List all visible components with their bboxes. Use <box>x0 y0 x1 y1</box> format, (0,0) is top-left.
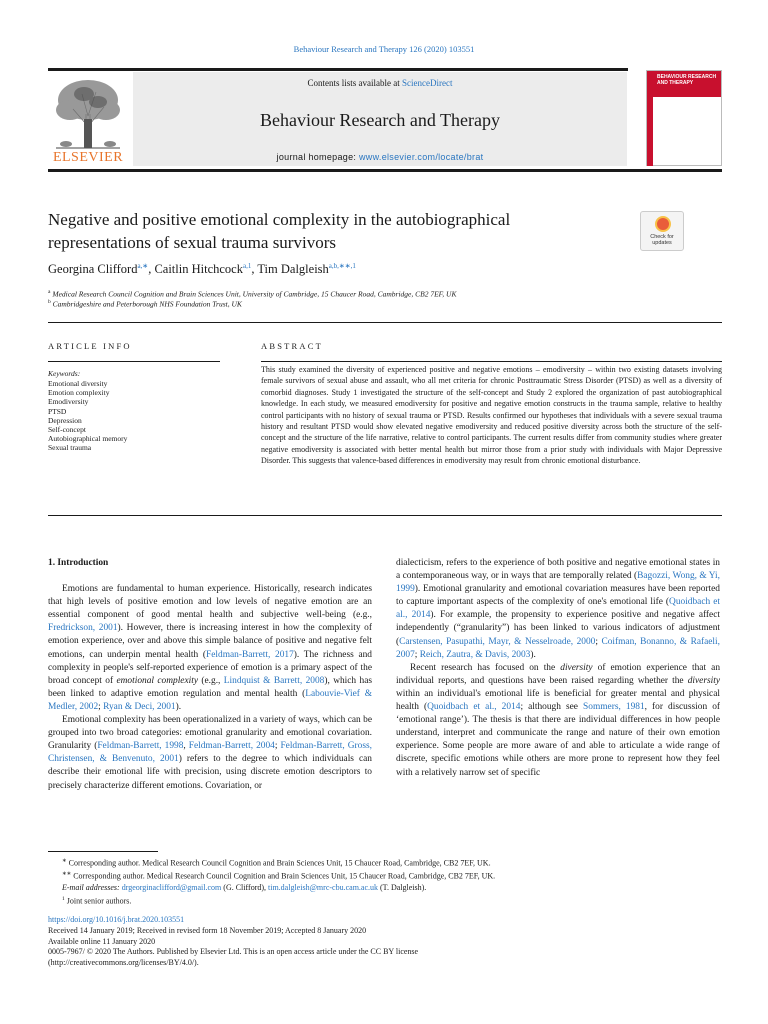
email-link-clifford[interactable]: drgeorginaclifford@gmail.com <box>121 882 222 892</box>
keyword-item: PTSD <box>48 406 67 416</box>
keywords-label: Keywords: <box>48 369 81 378</box>
italic-term: diversity <box>560 662 593 673</box>
journal-title[interactable]: Behaviour Research and Therapy <box>259 110 501 130</box>
italic-term: emotional complexity <box>116 675 198 686</box>
abstract-heading: ABSTRACT <box>261 341 323 351</box>
affiliation-text: Cambridgeshire and Peterborough NHS Foundation Trust, UK <box>52 299 242 309</box>
keywords-list <box>48 379 127 453</box>
doi-link[interactable]: https://doi.org/10.1016/j.brat.2020.103551 <box>48 915 185 924</box>
citation-link[interactable]: Feldman-Barrett, 2017 <box>206 649 294 660</box>
introduction-heading: 1. Introduction <box>48 558 109 568</box>
citation-link[interactable]: Quoidbach et al., 2014 <box>396 597 720 621</box>
license-url[interactable]: (http://creativecommons.org/licenses/BY/4.0/). <box>48 958 199 968</box>
footnote-marker: ∗∗ <box>62 871 72 878</box>
footnote-text: Corresponding author. Medical Research Council Cognition and Brain Sciences Unit, 15 Chaucer Road, Cambridge, CB2 7EF, UK. <box>71 872 496 882</box>
masthead-bottom-rule <box>48 169 722 172</box>
journal-masthead <box>48 68 722 172</box>
citation-link[interactable]: Bagozzi, Wong, & Yi, 1999 <box>396 571 720 595</box>
journal-header-box <box>133 72 627 166</box>
citation-link[interactable]: Sommers, 1981 <box>583 702 645 713</box>
author-name[interactable]: Georgina Clifford <box>48 262 138 277</box>
footnote-emails <box>48 883 722 894</box>
author-name[interactable]: Caitlin Hitchcock <box>154 262 243 277</box>
body-paragraph: dialecticism, refers to the experience of both positive and negative emotional states in a contemporaneous way, or in ways that are temporally related (Bagozzi, Wong, & Yi, 1999). Emotional granularity and emotional covariation measures have been reported to capture important aspects of the complexity of one's emotional life (Quoidbach et al., 2014). For example, the propensity to experience positive and negative affect independently (“granularity”) has been linked to various indicators of adjustment (Carstensen, Pasupathi, Mayr, & Nesselroade, 2000; Coifman, Bonanno, & Rafaeli, 2007; Reich, Zautra, & Davis, 2003). <box>396 558 720 660</box>
keyword-item: Depression <box>48 415 82 425</box>
citation-link[interactable]: Fredrickson, 2001 <box>48 623 118 634</box>
elsevier-wordmark: ELSEVIER <box>52 150 124 165</box>
affiliation-key: a <box>48 289 51 295</box>
author-affiliation-marker[interactable]: a,b,∗∗,1 <box>328 262 356 270</box>
contents-line <box>133 78 627 88</box>
keyword-item: Self-concept <box>48 425 86 435</box>
body-column-left <box>48 557 372 793</box>
contents-prefix: Contents lists available at <box>307 78 402 88</box>
citation-link[interactable]: Feldman-Barrett, Gross, Christensen, & Benvenuto, 2001 <box>48 741 372 765</box>
author-affiliation-marker[interactable]: a,∗ <box>137 262 149 270</box>
body-paragraph: Recent research has focused on the diversity of emotion experience that an individual reports, and questions have been raised regarding whether the diversity within an individual's emotional life is beneficial for greater mental and physical health (Quoidbach et al., 2014; although see Sommers, 1981, for discussion of ‘emotional range’). The thesis is that there are individual differences in how people understand, interpret and communicate the range and nature of their own emotion experience. Some people are more aware of and able to articulate a wide range of discrete, specific emotions while others are more prone to represent how they feel with a relatively narrow set of specific <box>396 662 721 778</box>
publication-info <box>48 915 722 969</box>
author-affiliation-marker[interactable]: a,1 <box>242 262 252 270</box>
article-title: Negative and positive emotional complexity in the autobiographical representations of sexual trauma survivors <box>48 210 511 252</box>
citation-link[interactable]: Labouvie-Vief & Medler, 2002 <box>48 688 372 712</box>
footnote-corresponding-2 <box>48 869 722 882</box>
abstract-rule <box>261 361 722 362</box>
citation-link[interactable]: Reich, Zautra, & Davis, 2003 <box>419 649 531 660</box>
check-for-updates-button[interactable] <box>640 211 684 251</box>
italic-term: diversity <box>687 675 720 686</box>
affiliation-a <box>48 289 456 299</box>
online-date: Available online 11 January 2020 <box>48 936 156 946</box>
keyword-item: Sexual trauma <box>48 443 92 453</box>
affiliation-key: b <box>48 299 51 305</box>
cover-title: BEHAVIOUR RESEARCH AND THERAPY <box>657 74 717 86</box>
received-dates: Received 14 January 2019; Received in revised form 18 November 2019; Accepted 8 January 2020 <box>48 925 367 935</box>
footnote-text: Corresponding author. Medical Research Council Cognition and Brain Sciences Unit, 15 Chaucer Road, Cambridge, CB2 7EF, UK. <box>66 858 491 868</box>
abstract-text: This study examined the diversity of experienced positive and negative emotions – emodiversity – within two existing datasets involving female survivors of sexual abuse and assault, who all met criteria for chronic Posttraumatic Stress Disorder (PTSD) as well as a diversity of comorbid diagnoses. Study 1 investigated the structure of the self-concept and Study 2 explored the organization of past autobiographical knowledge. In each study, we measured emodiversity for positive and negative emotion constructs in the trauma sample, relative to healthy control participants with no history of sexual trauma or PTSD. Results confirmed our hypotheses that individuals with a severe sexual trauma history and resultant PTSD would show elevated negative emodiversity and reduced positive diversity across both the structure of the self-concept and the structure of the life narrative, relative to control participants. The current results differ from community studies where greater negative emodiversity is associated with better mental health but mirror those from a prior study with individuals with Major Depressive Disorder. This suggests that valence-based differences in emodiversity may result from chronic emotional disturbance. <box>261 365 722 466</box>
email-owner: (G. Clifford), <box>221 882 269 892</box>
citation-link[interactable]: Lindquist & Barrett, 2008 <box>223 675 325 686</box>
journal-cover-thumbnail[interactable] <box>646 70 722 166</box>
affiliation-text: Medical Research Council Cognition and Brain Sciences Unit, University of Cambridge, 15 Chaucer Road, Cambridge, CB2 7EF, UK <box>52 289 457 299</box>
license-line: 0005-7967/ © 2020 The Authors. Published by Elsevier Ltd. This is an open access article under the CC BY license <box>48 947 419 957</box>
keyword-item: Autobiographical memory <box>48 434 128 444</box>
article-info-rule <box>48 361 220 362</box>
author-list <box>48 262 356 277</box>
email-link-dalgleish[interactable]: tim.dalgleish@mrc-cbu.cam.ac.uk <box>268 882 379 892</box>
sciencedirect-link[interactable]: ScienceDirect <box>402 78 453 88</box>
citation-link[interactable]: Carstensen, Pasupathi, Mayr, & Nesselroade, 2000 <box>399 636 596 647</box>
article-info-heading: ARTICLE INFO <box>48 341 132 351</box>
homepage-prefix: journal homepage: <box>276 152 359 162</box>
footnote-marker: 1 <box>62 895 65 902</box>
citation-link[interactable]: Ryan & Deci, 2001 <box>103 701 176 712</box>
footnotes <box>48 856 722 907</box>
citation-link[interactable]: Feldman-Barrett, 1998 <box>97 741 184 752</box>
author-separator: , <box>251 262 258 277</box>
body-column-right <box>396 557 720 780</box>
citation-link[interactable]: Quoidbach et al., 2014 <box>427 702 521 713</box>
citation-link[interactable]: Feldman-Barrett, 2004 <box>188 741 275 752</box>
affiliation-b <box>48 299 242 309</box>
email-owner: (T. Dalgleish). <box>378 882 427 892</box>
footnote-marker: ∗ <box>62 858 67 864</box>
author-separator: , <box>148 262 155 277</box>
cover-side-stripe <box>647 97 653 166</box>
keyword-item: Emodiversity <box>48 397 89 407</box>
footnote-corresponding-1 <box>48 856 722 869</box>
footnote-rule <box>48 851 158 852</box>
journal-homepage-line <box>133 152 627 162</box>
author-name[interactable]: Tim Dalgleish <box>257 262 329 277</box>
section-divider <box>48 322 722 323</box>
keyword-item: Emotion complexity <box>48 388 110 398</box>
check-for-updates-label: Check for updates <box>650 234 674 246</box>
footnote-joint-senior <box>48 894 722 907</box>
check-for-updates-icon <box>655 216 671 232</box>
footnote-text: Joint senior authors. <box>64 896 132 906</box>
body-paragraph: Emotions are fundamental to human experience. Historically, research indicates that high levels of positive emotion and low levels of negative emotion are an essential component of good mental health and subjective well-being (e.g., Fredrickson, 2001). However, there is increasing interest in how the complexity of emotion experience, over and above this simple balance of positive and negative felt emotions, can underpin mental health (Feldman-Barrett, 2017). The richness and complexity in people's self-reported experience of emotion is a primary aspect of the broad concept of emotional complexity (e.g., Lindquist & Barrett, 2008), which has been linked to adaptive emotion regulation and mental health (Labouvie-Vief & Medler, 2002; Ryan & Deci, 2001). <box>48 584 373 712</box>
abstract-bottom-rule <box>48 515 722 516</box>
journal-homepage-link[interactable]: www.elsevier.com/locate/brat <box>359 152 484 162</box>
email-label: E-mail addresses: <box>62 882 120 892</box>
citation-link[interactable]: Coifman, Bonanno, & Rafaeli, 2007 <box>396 636 720 660</box>
masthead-top-rule <box>48 68 628 71</box>
body-paragraph: Emotional complexity has been operationalized in a variety of ways, which can be grouped into two broad categories: emotional granularity and emotional covariation. Granularity (Feldman-Barrett, 1998, Feldman-Barrett, 2004; Feldman-Barrett, Gross, Christensen, & Benvenuto, 2001) refers to the degree to which individuals can describe their emotional life with precision, using discrete emotion descriptors to precisely characterize different emotions. Covariation, or <box>48 715 372 791</box>
journal-citation[interactable]: Behaviour Research and Therapy 126 (2020) 103551 <box>293 44 475 54</box>
keyword-item: Emotional diversity <box>48 379 108 388</box>
